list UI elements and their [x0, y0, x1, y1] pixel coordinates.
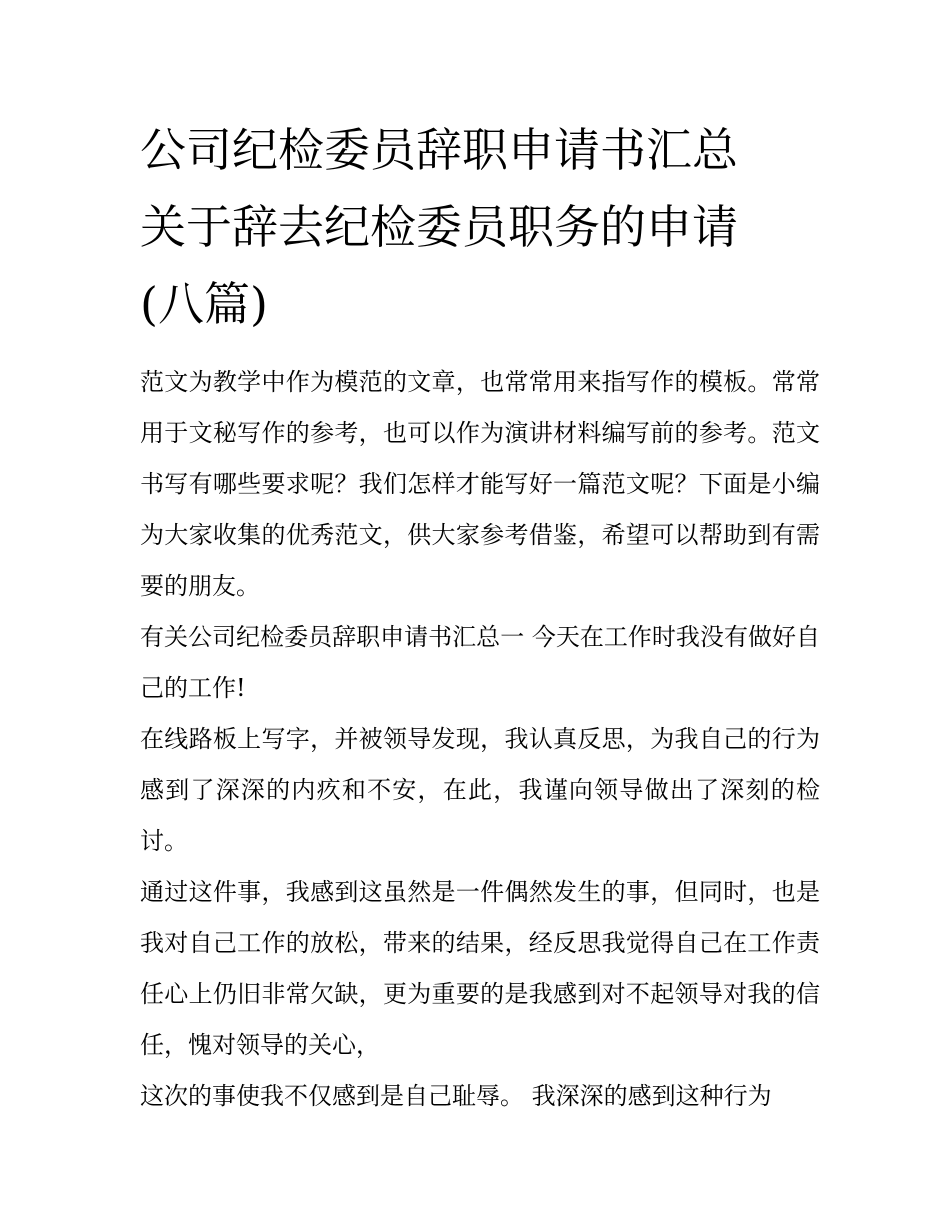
intro-paragraph: 范文为教学中作为模范的文章，也常常用来指写作的模板。常常用于文秘写作的参考，也可以作为演讲材料编写前的参考。范文书写有哪些要求呢？我们怎样才能写好一篇范文呢？下面是小编为大家收集的优秀范文，供大家参考借鉴，希望可以帮助到有需要的朋友。 [140, 368, 820, 600]
title-line-3: (八篇) [140, 277, 268, 331]
title-line-1: 公司纪检委员辞职申请书汇总 [140, 123, 738, 177]
body-paragraph-4: 这次的事使我不仅感到是自己耻辱。 我深深的感到这种行为 [140, 1082, 772, 1110]
body-paragraph-3: 通过这件事，我感到这虽然是一件偶然发生的事，但同时，也是我对自己工作的放松，带来的结果，经反思我觉得自己在工作责任心上仍旧非常欠缺，更为重要的是我感到对不起领导对我的信任，愧对领导的关心， [140, 878, 820, 1059]
document-title [140, 112, 820, 343]
document-page [140, 112, 820, 1122]
body-paragraph-1: 有关公司纪检委员辞职申请书汇总一 今天在工作时我没有做好自己的工作! [140, 623, 820, 702]
title-line-2: 关于辞去纪检委员职务的申请 [140, 200, 738, 254]
body-paragraph-2: 在线路板上写字，并被领导发现，我认真反思，为我自己的行为感到了深深的内疚和不安，在此，我谨向领导做出了深刻的检讨。 [140, 725, 820, 855]
